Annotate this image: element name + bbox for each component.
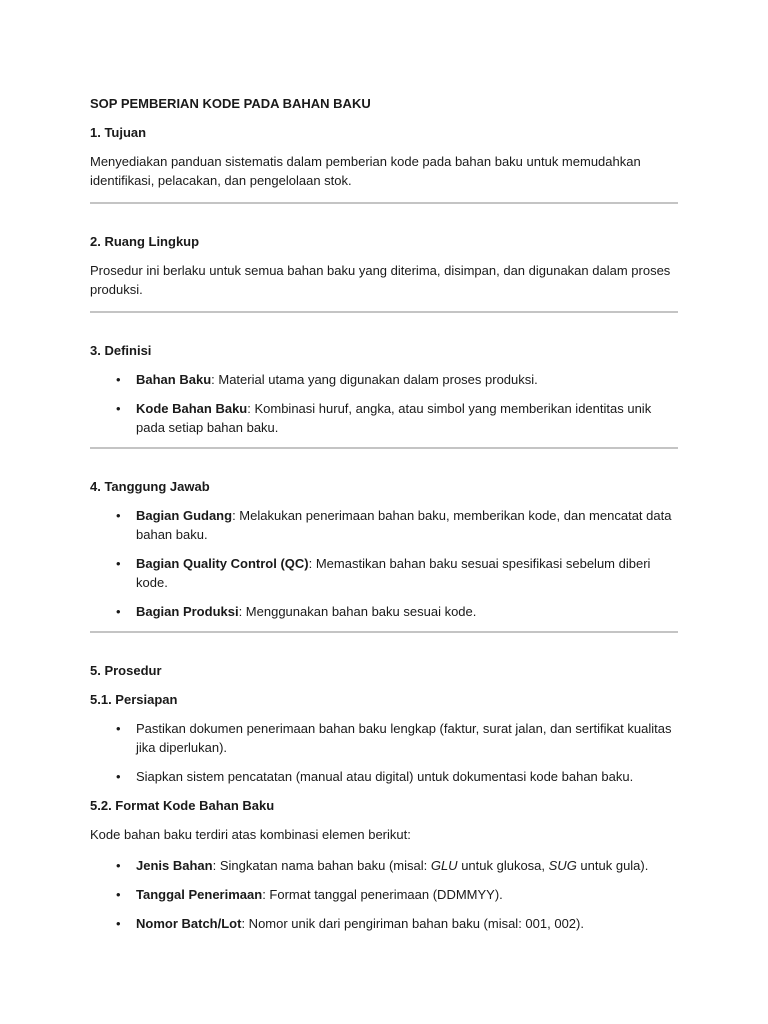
list-item <box>90 856 678 875</box>
section-2-text: Prosedur ini berlaku untuk semua bahan baku yang diterima, disimpan, dan digunakan dalam proses produksi. <box>90 263 671 297</box>
description: : Singkatan nama bahan baku (misal: <box>212 858 431 873</box>
term: Bagian Quality Control (QC) <box>136 556 309 571</box>
bullet-icon: • <box>116 556 121 571</box>
example-code: SUG <box>548 858 577 873</box>
term: Tanggal Penerimaan <box>136 887 263 902</box>
term: Nomor Batch/Lot <box>136 916 242 931</box>
section-5-heading: 5. Prosedur <box>90 663 162 678</box>
subsection-5-1-heading: 5.1. Persiapan <box>90 692 178 707</box>
bullet-icon: • <box>116 401 121 416</box>
list-item <box>90 914 678 933</box>
divider <box>90 631 678 633</box>
list-item <box>90 767 678 786</box>
term: Kode Bahan Baku <box>136 401 248 416</box>
description: : Kombinasi huruf, angka, atau simbol yang memberikan identitas unik pada setiap bahan baku. <box>136 401 652 435</box>
list-item <box>90 885 678 904</box>
divider <box>90 447 678 449</box>
section-1-heading: 1. Tujuan <box>90 125 147 140</box>
example-code: GLU <box>430 858 458 873</box>
document-title: SOP PEMBERIAN KODE PADA BAHAN BAKU <box>90 96 371 111</box>
definition-list <box>90 370 678 437</box>
bullet-icon: • <box>116 721 121 736</box>
bullet-icon: • <box>116 508 121 523</box>
term: Bahan Baku <box>136 372 212 387</box>
list-item <box>90 719 678 757</box>
subsection-5-2-heading: 5.2. Format Kode Bahan Baku <box>90 798 275 813</box>
description: untuk gula). <box>576 858 649 873</box>
description: : Format tanggal penerimaan (DDMMYY). <box>262 887 503 902</box>
description: Siapkan sistem pencatatan (manual atau digital) untuk dokumentasi kode bahan baku. <box>136 769 634 784</box>
list-item <box>90 602 678 621</box>
divider <box>90 311 678 313</box>
list-item <box>90 370 678 389</box>
list-item <box>90 399 678 437</box>
bullet-icon: • <box>116 769 121 784</box>
bullet-icon: • <box>116 372 121 387</box>
bullet-icon: • <box>116 887 121 902</box>
term: Bagian Gudang <box>136 508 233 523</box>
list-item <box>90 554 678 592</box>
section-4-heading: 4. Tanggung Jawab <box>90 479 210 494</box>
responsibility-list <box>90 506 678 621</box>
description: : Nomor unik dari pengiriman bahan baku (misal: 001, 002). <box>241 916 584 931</box>
bullet-icon: • <box>116 858 121 873</box>
section-2-heading: 2. Ruang Lingkup <box>90 234 200 249</box>
description: : Menggunakan bahan baku sesuai kode. <box>238 604 477 619</box>
section-3-heading: 3. Definisi <box>90 343 152 358</box>
bullet-icon: • <box>116 916 121 931</box>
description: untuk glukosa, <box>457 858 549 873</box>
list-item <box>90 506 678 544</box>
term: Bagian Produksi <box>136 604 239 619</box>
section-1-text: Menyediakan panduan sistematis dalam pemberian kode pada bahan baku untuk memudahkan identifikasi, pelacakan, dan pengelolaan stok. <box>90 154 641 188</box>
description: Pastikan dokumen penerimaan bahan baku lengkap (faktur, surat jalan, dan sertifikat kualitas jika diperlukan). <box>136 721 672 755</box>
term: Jenis Bahan <box>136 858 213 873</box>
description: : Melakukan penerimaan bahan baku, memberikan kode, dan mencatat data bahan baku. <box>136 508 672 542</box>
preparation-list <box>90 719 678 786</box>
bullet-icon: • <box>116 604 121 619</box>
subsection-5-2-intro: Kode bahan baku terdiri atas kombinasi elemen berikut: <box>90 827 411 842</box>
code-format-list <box>90 856 678 933</box>
description: : Material utama yang digunakan dalam proses produksi. <box>211 372 538 387</box>
description: : Memastikan bahan baku sesuai spesifikasi sebelum diberi kode. <box>136 556 651 590</box>
divider <box>90 202 678 204</box>
